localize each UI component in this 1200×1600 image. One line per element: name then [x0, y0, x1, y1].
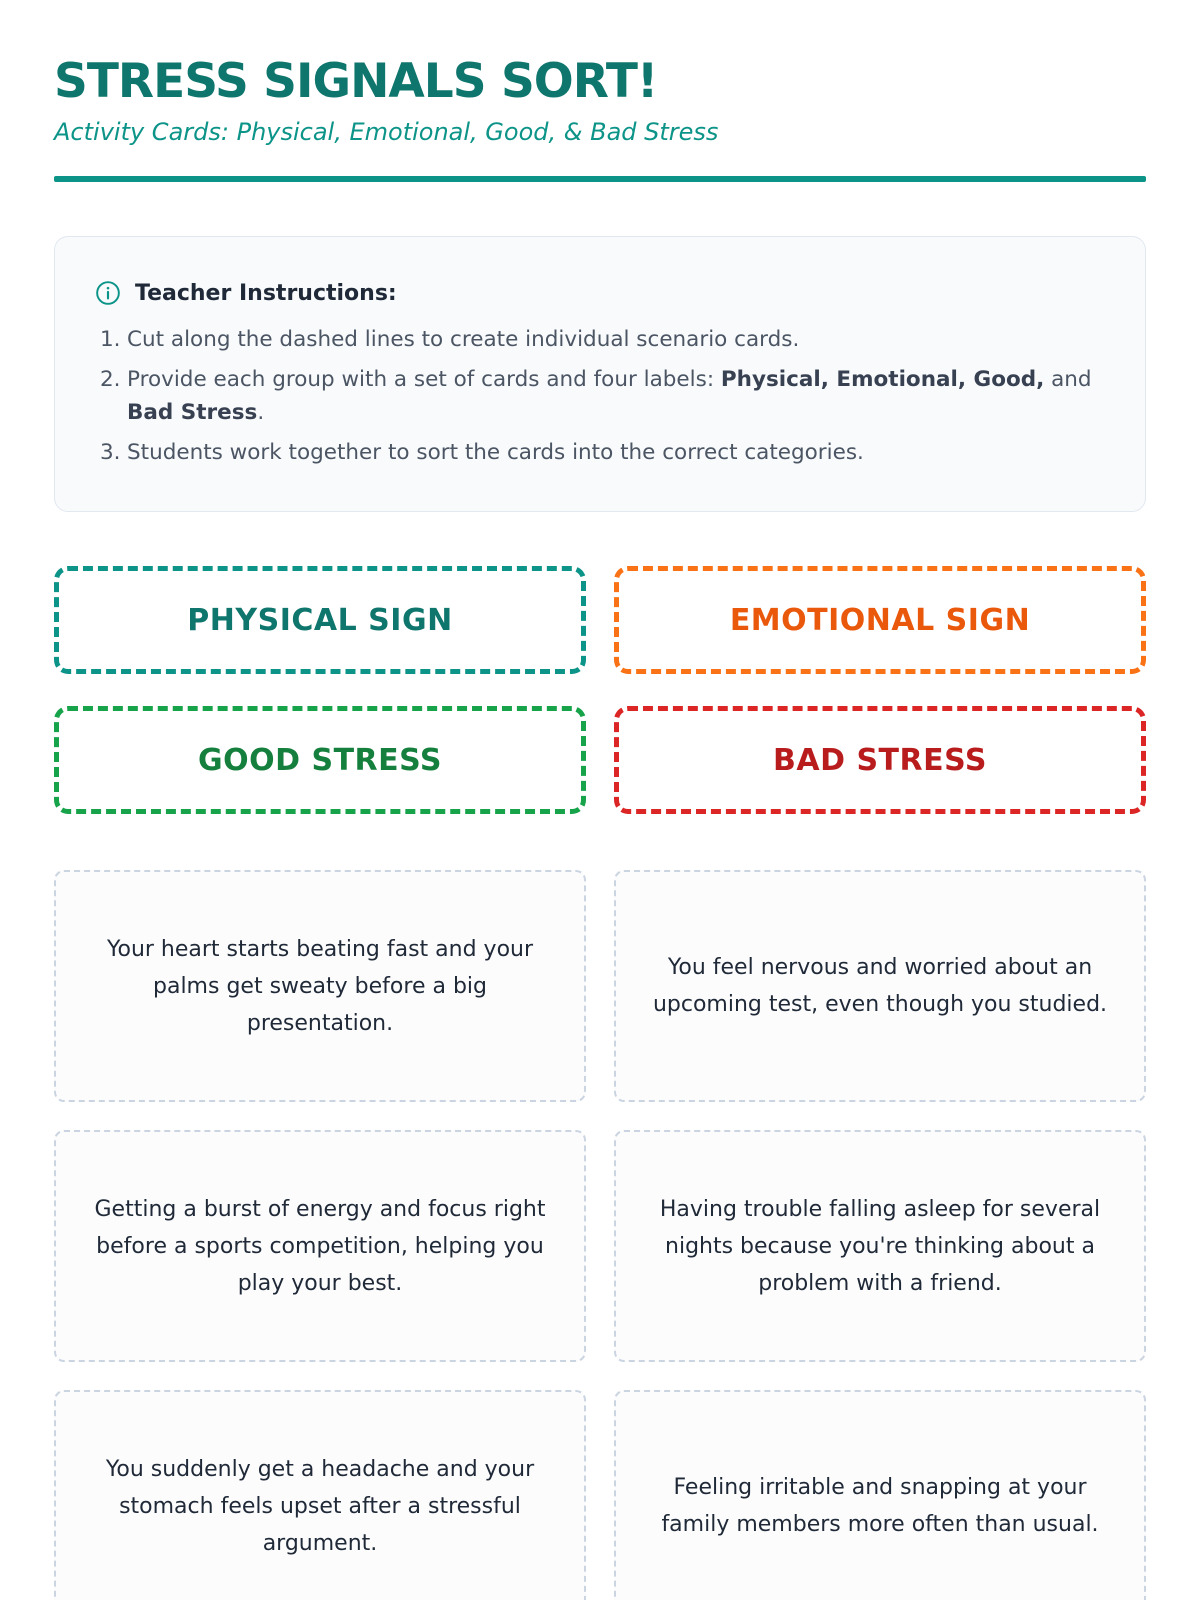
step-number: 1. — [100, 327, 121, 352]
scenario-text: Your heart starts beating fast and your palms get sweaty before a big presentation. — [106, 936, 534, 1036]
instruction-step — [95, 323, 1105, 356]
scenario-card[interactable] — [54, 1130, 586, 1362]
step-number: 2. — [100, 367, 121, 392]
scenario-text: Feeling irritable and snapping at your family members more often than usual. — [661, 1475, 1099, 1537]
scenario-text: Getting a burst of energy and focus right before a sports competition, helping you play your best. — [94, 1196, 546, 1296]
scenario-card[interactable] — [54, 870, 586, 1102]
instruction-step — [95, 363, 1105, 429]
step-text: and — [1044, 367, 1092, 392]
scenario-card[interactable] — [614, 1130, 1146, 1362]
label-bad-stress[interactable]: BAD STRESS — [614, 706, 1146, 814]
scenario-text: You suddenly get a headache and your stomach feels upset after a stressful argument. — [105, 1456, 535, 1556]
page-subtitle: Activity Cards: Physical, Emotional, Good, & Bad Stress — [54, 118, 719, 146]
info-icon — [95, 280, 121, 306]
step-bold-categories: Physical, Emotional, Good, — [720, 367, 1045, 392]
label-physical-sign[interactable]: PHYSICAL SIGN — [54, 566, 586, 674]
scenario-card[interactable] — [614, 870, 1146, 1102]
step-text: Cut along the dashed lines to create individual scenario cards. — [127, 327, 800, 352]
step-text: . — [257, 400, 265, 425]
instruction-step — [95, 436, 1105, 469]
scenario-card[interactable] — [54, 1390, 586, 1600]
page-title: STRESS SIGNALS SORT! — [54, 54, 658, 109]
scenario-card[interactable] — [614, 1390, 1146, 1600]
step-number: 3. — [100, 440, 121, 465]
instructions-header — [95, 277, 1105, 309]
scenario-text: You feel nervous and worried about an upcoming test, even though you studied. — [652, 955, 1108, 1017]
scenario-text: Having trouble falling asleep for several nights because you're thinking about a problem with a friend. — [659, 1196, 1101, 1296]
label-good-stress[interactable]: GOOD STRESS — [54, 706, 586, 814]
step-bold-bad-stress: Bad Stress — [127, 400, 258, 425]
step-text: Provide each group with a set of cards and four labels: — [127, 367, 721, 392]
step-text: Students work together to sort the cards into the correct categories. — [127, 440, 864, 465]
category-labels — [54, 566, 1146, 814]
instructions-title: Teacher Instructions: — [135, 280, 397, 306]
header-divider — [54, 176, 1146, 182]
label-emotional-sign[interactable]: EMOTIONAL SIGN — [614, 566, 1146, 674]
instructions-list — [95, 323, 1105, 469]
teacher-instructions-box — [54, 236, 1146, 512]
scenario-cards — [54, 870, 1146, 1600]
